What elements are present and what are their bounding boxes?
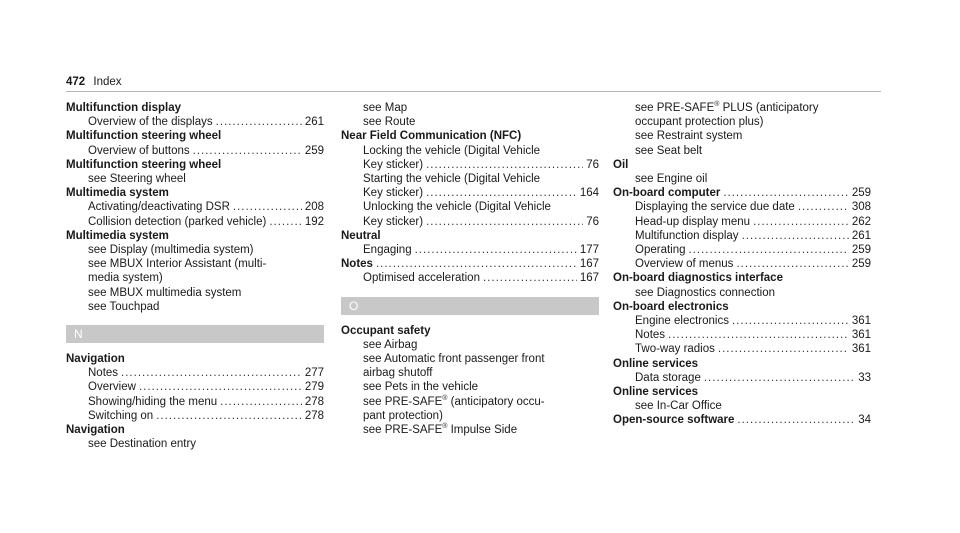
index-entry (613, 101, 871, 158)
subentry-text: Key sticker) (363, 187, 424, 200)
dot-leader (193, 144, 302, 158)
index-entry-title-row (613, 413, 871, 427)
index-entry-title: Oil (613, 158, 629, 171)
index-entry-title: On-board diagnostics interface (613, 272, 783, 285)
subentry-text: see Seat belt (635, 144, 703, 157)
index-subentry (613, 200, 871, 214)
index-entry (613, 300, 871, 357)
index-entry (613, 413, 871, 427)
subentry-text: Showing/hiding the menu (88, 395, 218, 408)
index-entry-title: Notes (341, 258, 373, 271)
subentry-text: Collision detection (parked vehicle) (88, 215, 267, 228)
subentry-text: Optimised acceleration (363, 272, 480, 285)
dot-leader (753, 215, 849, 229)
index-subentry (341, 144, 599, 158)
index-subentry (66, 300, 324, 314)
index-entry-title: Online services (613, 357, 699, 370)
index-subentry (613, 342, 871, 356)
dot-leader (216, 115, 302, 129)
subentry-text: Head-up display menu (635, 215, 751, 228)
page-reference[interactable]: 192 (304, 215, 324, 228)
index-entry (341, 129, 599, 228)
page-reference[interactable]: 278 (304, 395, 324, 408)
index-entry (66, 101, 324, 129)
index-entry-title: Multifunction steering wheel (66, 158, 222, 171)
subentry-text: Overview of the displays (88, 116, 213, 129)
index-subentry (341, 423, 599, 437)
index-subentry (66, 215, 324, 229)
index-subentry (66, 115, 324, 129)
page-reference[interactable]: 308 (851, 201, 871, 214)
page-reference[interactable]: 259 (304, 144, 324, 157)
index-entry (613, 385, 871, 413)
index-subentry (613, 229, 871, 243)
dot-leader (426, 186, 577, 200)
index-subentry (613, 314, 871, 328)
index-subentry (341, 352, 599, 366)
page-reference[interactable]: 361 (851, 343, 871, 356)
index-entry-title: Multifunction display (66, 102, 181, 114)
dot-leader (121, 366, 302, 380)
dot-leader (736, 257, 848, 271)
subentry-text: airbag shutoff (363, 367, 433, 380)
index-entry (341, 101, 599, 129)
index-subentry (341, 158, 599, 172)
dot-leader (737, 413, 855, 427)
page-reference[interactable]: 167 (579, 258, 599, 271)
index-subentry (613, 328, 871, 342)
registered-mark: ® (442, 423, 448, 431)
subentry-text: Switching on (88, 409, 154, 422)
subentry-text: see In-Car Office (635, 400, 722, 413)
subentry-text: occupant protection plus) (635, 116, 764, 129)
index-subentry (613, 144, 871, 158)
dot-leader (689, 243, 849, 257)
subentry-text: Overview of buttons (88, 144, 190, 157)
subentry-text: media system) (88, 272, 163, 285)
subentry-text-continued: Impulse Side (447, 424, 518, 437)
index-subentry (341, 380, 599, 394)
index-entry-title: Navigation (66, 424, 125, 437)
index-subentry (613, 115, 871, 129)
index-subentry (66, 243, 324, 257)
subentry-text: Notes (635, 329, 666, 342)
dot-leader (139, 380, 302, 394)
dot-leader (220, 395, 302, 409)
index-entry (613, 186, 871, 271)
subentry-text: Overview of menus (635, 258, 734, 271)
index-entry-title: Multimedia system (66, 229, 169, 242)
subentry-text: see Diagnostics connection (635, 286, 775, 299)
registered-mark: ® (442, 394, 448, 402)
dot-leader (742, 229, 849, 243)
index-subentry (341, 271, 599, 285)
index-entry (66, 158, 324, 186)
index-subentry (341, 215, 599, 229)
index-subentry (66, 172, 324, 186)
subentry-text: see Destination entry (88, 438, 197, 451)
dot-leader (732, 314, 849, 328)
page-reference[interactable]: 277 (304, 367, 324, 380)
index-subentry (341, 395, 599, 409)
page-reference[interactable]: 33 (858, 371, 871, 384)
page-reference[interactable]: 34 (858, 414, 871, 427)
index-entry (66, 186, 324, 229)
index-subentry (341, 172, 599, 186)
subentry-text: Displaying the service due date (635, 201, 795, 214)
index-subentry (341, 200, 599, 214)
index-subentry (66, 286, 324, 300)
index-subentry (613, 399, 871, 413)
index-entry-title-row (613, 186, 871, 200)
index-entry-title: Online services (613, 386, 699, 399)
index-entry (66, 423, 324, 451)
page-title: Index (93, 76, 122, 88)
page-reference[interactable]: 361 (851, 315, 871, 328)
page-reference[interactable]: 177 (579, 244, 599, 257)
subentry-text: see Steering wheel (88, 173, 186, 186)
subentry-text: see Airbag (363, 338, 418, 351)
dot-leader (723, 186, 848, 200)
index-entry (613, 357, 871, 385)
index-subentry (66, 437, 324, 451)
dot-leader (483, 271, 577, 285)
dot-leader (426, 215, 583, 229)
subentry-text: pant protection) (363, 409, 443, 422)
subentry-text: see MBUX multimedia system (88, 286, 242, 299)
page-reference[interactable]: 278 (304, 409, 324, 422)
subentry-text: see Pets in the vehicle (363, 381, 479, 394)
index-entry-title: Multifunction steering wheel (66, 130, 222, 143)
index-subentry (613, 215, 871, 229)
subentry-text: see Display (multimedia system) (88, 244, 254, 257)
subentry-text: see PRE-SAFE (363, 395, 443, 408)
subentry-text: Operating (635, 244, 686, 257)
index-subentry (341, 409, 599, 423)
section-letter-bar: N (66, 325, 324, 343)
subentry-text: Key sticker) (363, 215, 424, 228)
index-subentry (66, 409, 324, 423)
index-subentry (66, 366, 324, 380)
index-entry-title: Near Field Communication (NFC) (341, 130, 522, 143)
index-column-3 (613, 101, 871, 428)
page-reference[interactable]: 208 (304, 201, 324, 214)
index-entry-title-row (341, 257, 599, 271)
index-subentry (341, 338, 599, 352)
page-reference[interactable]: 279 (304, 381, 324, 394)
subentry-text: see Touchpad (88, 300, 160, 313)
index-subentry (341, 101, 599, 115)
subentry-text-continued: PLUS (anticipatory (719, 102, 819, 114)
subentry-text: Overview (88, 381, 136, 394)
index-column-1 (66, 101, 324, 451)
index-column-2 (341, 101, 599, 437)
index-subentry (66, 200, 324, 214)
index-entry-title: Navigation (66, 353, 125, 366)
section-letter-bar: O (341, 297, 599, 315)
dot-leader (269, 215, 301, 229)
index-subentry (66, 144, 324, 158)
subentry-text-continued: (anticipatory occu- (447, 395, 545, 408)
subentry-text: Engine electronics (635, 315, 729, 328)
page-reference[interactable]: 259 (851, 187, 871, 200)
subentry-text: Activating/deactivating DSR (88, 201, 230, 214)
index-subentry (613, 243, 871, 257)
index-entry-title: Open-source software (613, 414, 735, 427)
index-subentry (613, 286, 871, 300)
dot-leader (718, 342, 849, 356)
subentry-text: see MBUX Interior Assistant (multi- (88, 258, 267, 271)
index-subentry (341, 115, 599, 129)
index-subentry (613, 371, 871, 385)
index-subentry (613, 257, 871, 271)
page-reference[interactable]: 76 (586, 158, 599, 171)
subentry-text: Notes (88, 367, 119, 380)
page-reference[interactable]: 167 (579, 272, 599, 285)
page-reference[interactable]: 76 (586, 215, 599, 228)
index-entry-title: On-board computer (613, 187, 721, 200)
index-subentry (613, 129, 871, 143)
page-reference[interactable]: 262 (851, 215, 871, 228)
page-reference[interactable]: 259 (851, 244, 871, 257)
index-entry-title: On-board electronics (613, 300, 729, 313)
subentry-text: Data storage (635, 371, 701, 384)
subentry-text: Engaging (363, 244, 412, 257)
index-subentry (66, 257, 324, 271)
dot-leader (415, 243, 577, 257)
subentry-text: see Route (363, 116, 416, 129)
page-reference[interactable]: 361 (851, 329, 871, 342)
page-reference[interactable]: 164 (579, 187, 599, 200)
subentry-text: Multifunction display (635, 229, 739, 242)
dot-leader (798, 200, 849, 214)
index-subentry (613, 101, 871, 115)
dot-leader (376, 257, 577, 271)
page-reference[interactable]: 261 (304, 116, 324, 129)
index-subentry (66, 395, 324, 409)
subentry-text: see Map (363, 102, 408, 114)
page-reference[interactable]: 261 (851, 229, 871, 242)
index-entry-title: Neutral (341, 229, 381, 242)
index-entry (613, 158, 871, 186)
index-entry (341, 257, 599, 285)
index-entry (66, 229, 324, 314)
subentry-text: Key sticker) (363, 158, 424, 171)
dot-leader (426, 158, 583, 172)
index-entry (341, 324, 599, 438)
index-entry (66, 129, 324, 157)
index-subentry (66, 380, 324, 394)
subentry-text: Locking the vehicle (Digital Vehicle (363, 144, 541, 157)
subentry-text: see Automatic front passenger front (363, 353, 545, 366)
dot-leader (156, 409, 302, 423)
subentry-text: see Engine oil (635, 173, 708, 186)
subentry-text: see PRE-SAFE (635, 102, 715, 114)
index-entry (66, 352, 324, 423)
page-number: 472 (66, 76, 86, 88)
index-entry-title: Occupant safety (341, 324, 431, 337)
page-reference[interactable]: 259 (851, 258, 871, 271)
subentry-text: Starting the vehicle (Digital Vehicle (363, 173, 541, 186)
index-entry-title: Multimedia system (66, 187, 169, 200)
index-subentry (66, 271, 324, 285)
dot-leader (704, 371, 855, 385)
page-header (66, 76, 122, 88)
registered-mark: ® (714, 101, 720, 109)
subentry-text: see Restraint system (635, 130, 743, 143)
index-entry (341, 229, 599, 257)
subentry-text: Unlocking the vehicle (Digital Vehicle (363, 201, 551, 214)
index-subentry (341, 186, 599, 200)
header-divider (66, 91, 881, 92)
index-subentry (341, 243, 599, 257)
dot-leader (233, 200, 302, 214)
index-subentry (341, 366, 599, 380)
subentry-text: see PRE-SAFE (363, 424, 443, 437)
index-entry (613, 271, 871, 299)
index-subentry (613, 172, 871, 186)
dot-leader (668, 328, 849, 342)
subentry-text: Two-way radios (635, 343, 715, 356)
